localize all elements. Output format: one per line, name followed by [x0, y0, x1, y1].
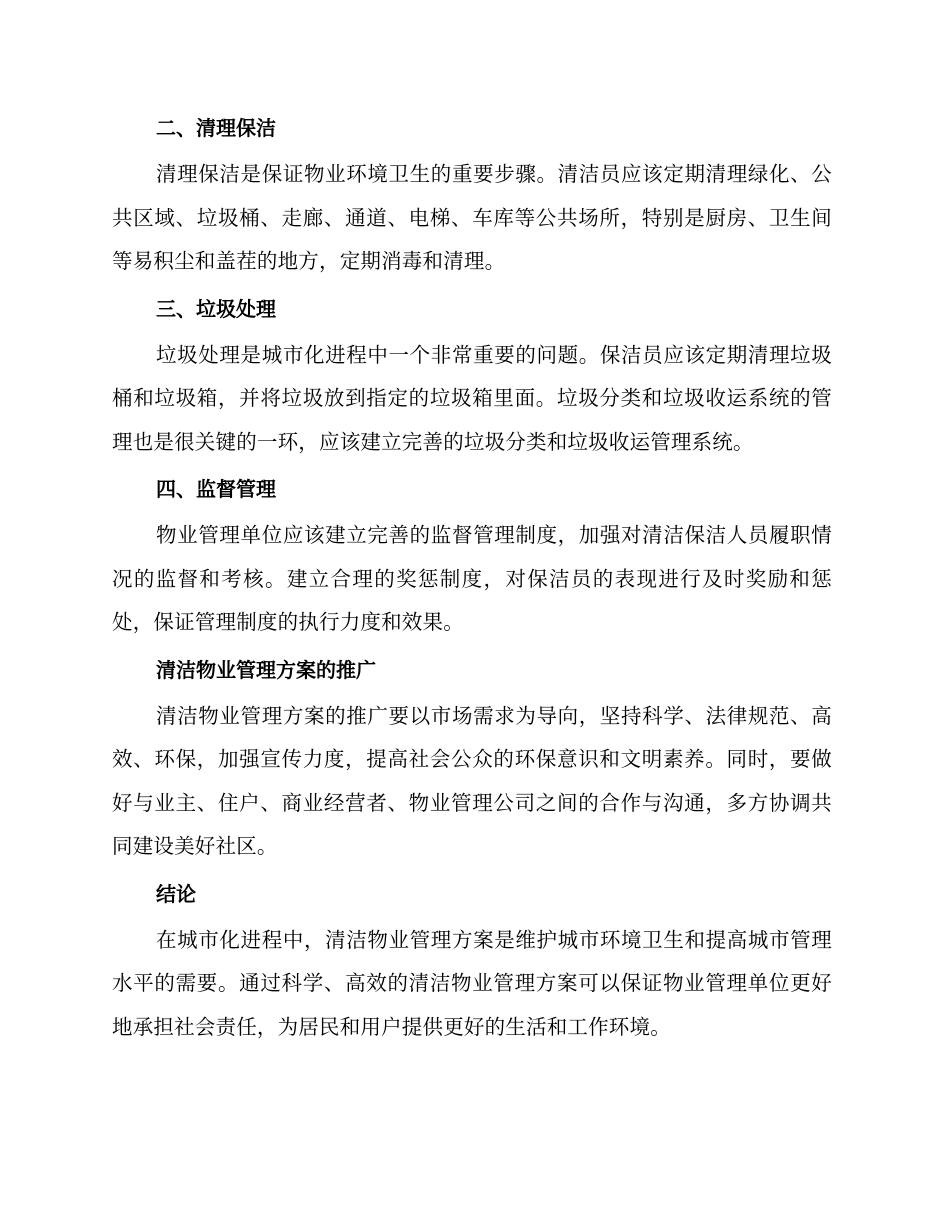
- section-cleaning: [112, 106, 832, 284]
- section-heading: 三、垃圾处理: [156, 296, 276, 321]
- document-content: [112, 106, 832, 1052]
- section-promotion: [112, 648, 832, 869]
- section-heading: 清洁物业管理方案的推广: [156, 657, 376, 682]
- section-garbage: [112, 287, 832, 465]
- section-paragraph: 清理保洁是保证物业环境卫生的重要步骤。清洁员应该定期清理绿化、公共区域、垃圾桶、走廊、通道、电梯、车库等公共场所，特别是厨房、卫生间等易积尘和盖茬的地方，定期消毒和清理。: [112, 162, 832, 273]
- section-supervision: [112, 467, 832, 645]
- section-heading: 四、监督管理: [156, 477, 276, 501]
- section-paragraph: 清洁物业管理方案的推广要以市场需求为导向，坚持科学、法律规范、高效、环保，加强宣传力度，提高社会公众的环保意识和文明素养。同时，要做好与业主、住户、商业经营者、物业管理公司之间的合作与沟通，多方协调共同建设美好社区。: [112, 703, 832, 858]
- section-paragraph: 在城市化进程中，清洁物业管理方案是维护城市环境卫生和提高城市管理水平的需要。通过科学、高效的清洁物业管理方案可以保证物业管理单位更好地承担社会责任，为居民和用户提供更好的生活和工作环境。: [112, 927, 832, 1039]
- section-heading: 二、清理保洁: [156, 116, 276, 140]
- section-paragraph: 物业管理单位应该建立完善的监督管理制度，加强对清洁保洁人员履职情况的监督和考核。建立合理的奖惩制度，对保洁员的表现进行及时奖励和惩处，保证管理制度的执行力度和效果。: [112, 523, 832, 634]
- section-conclusion: [112, 872, 832, 1050]
- section-heading: 结论: [156, 881, 196, 906]
- section-paragraph: 垃圾处理是城市化进程中一个非常重要的问题。保洁员应该定期清理垃圾桶和垃圾箱，并将垃圾放到指定的垃圾箱里面。垃圾分类和垃圾收运系统的管理也是很关键的一环，应该建立完善的垃圾分类和垃圾收运管理系统。: [112, 342, 832, 454]
